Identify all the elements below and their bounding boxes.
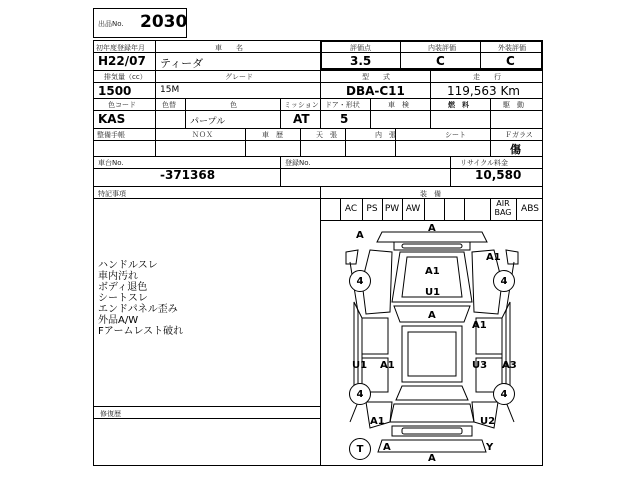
mark-hood-u1: U1 xyxy=(425,287,441,298)
mark-rear-a-left: A xyxy=(383,442,391,453)
equip-line xyxy=(444,198,445,220)
col-line xyxy=(430,98,431,128)
col-line xyxy=(280,98,281,128)
equip-line xyxy=(464,198,465,220)
doors-value: 5 xyxy=(340,112,349,126)
inspection-label: 車 検 xyxy=(388,101,409,109)
recycle-label: リサイクル料金 xyxy=(460,159,509,167)
mark-left-u1: U1 xyxy=(352,360,368,371)
sunroof-label: 天 張 xyxy=(316,131,337,139)
equip-abs: ABS xyxy=(521,204,539,214)
tire-rear-right: 4 xyxy=(493,383,515,405)
note-line: エンドパネル歪み xyxy=(98,304,178,315)
displacement-label: 排気量（cc） xyxy=(104,73,147,81)
col-line xyxy=(280,156,281,186)
mark-top-left-a: A xyxy=(356,230,364,241)
notes-label: 特記事項 xyxy=(98,190,126,198)
seat-label: シート xyxy=(445,131,466,139)
col-line xyxy=(450,156,451,186)
col-line xyxy=(430,70,431,98)
note-line: ハンドルスレ xyxy=(98,260,158,271)
interior-value: C xyxy=(436,54,445,68)
recycle-value: 10,580 xyxy=(475,168,522,182)
col-line xyxy=(155,128,156,156)
mission-label: ミッション xyxy=(284,101,319,109)
mark-right-u3: U3 xyxy=(472,360,488,371)
color-value: パープル xyxy=(190,117,226,127)
interior2-label: 内 張 xyxy=(375,131,396,139)
color-label: 色 xyxy=(230,101,237,109)
repair-label: 修復歴 xyxy=(100,410,121,418)
section-divider xyxy=(320,186,321,466)
mark-rear-right-u2: U2 xyxy=(480,416,496,427)
row-line xyxy=(93,140,543,141)
equip-ac: AC xyxy=(344,204,358,214)
equip-line xyxy=(424,198,425,220)
fglass-value: 傷 xyxy=(510,143,521,156)
note-line: 外品A/W xyxy=(98,315,139,326)
fuel-label: 燃 料 xyxy=(448,101,469,109)
mark-rear-left-a1: A1 xyxy=(370,416,385,427)
tire-rear-left: 4 xyxy=(349,383,371,405)
col-line xyxy=(490,128,491,156)
col-line xyxy=(155,40,156,70)
mileage-label: 走 行 xyxy=(473,73,501,81)
chassis-value: -371368 xyxy=(160,168,216,182)
note-line: シートスレ xyxy=(98,293,148,304)
col-line xyxy=(370,98,371,128)
displacement-value: 1500 xyxy=(98,84,132,98)
row-line xyxy=(93,156,543,157)
model-label: 型 式 xyxy=(362,73,390,81)
mark-right-a1: A1 xyxy=(472,320,487,331)
row-line xyxy=(93,82,543,83)
repair-line xyxy=(93,418,320,419)
color-code-label: 色コード xyxy=(108,101,136,109)
mileage-value: 119,563 Km xyxy=(447,84,520,98)
equip-aw: AW xyxy=(405,204,421,214)
col-line xyxy=(320,70,321,98)
car-diagram xyxy=(322,222,542,464)
exterior-value: C xyxy=(506,54,515,68)
reg-label: 登録No. xyxy=(285,159,311,167)
grade-label: グレード xyxy=(225,73,253,81)
col-line xyxy=(155,98,156,128)
note-line: Fアームレスト破れ xyxy=(98,326,184,337)
fglass-label: Ｆガラス xyxy=(505,131,533,139)
score-value: 3.5 xyxy=(350,54,372,68)
first-reg-label: 初年度登録年月 xyxy=(96,44,145,52)
car-name-value: ティーダ xyxy=(160,57,204,70)
exterior-label: 外装評価 xyxy=(498,44,526,52)
mark-roof-a: A xyxy=(428,310,436,321)
equip-ps: PS xyxy=(366,204,378,214)
equip-line xyxy=(320,220,543,221)
grade-value: 15M xyxy=(160,85,180,95)
mark-rear-a-center: A xyxy=(428,453,436,464)
col-line xyxy=(245,128,246,156)
note-line: ボディ退色 xyxy=(98,282,148,293)
col-line xyxy=(320,98,321,128)
equip-airbag: AIR BAG xyxy=(494,199,512,217)
row-line xyxy=(93,128,543,129)
repair-line xyxy=(93,406,320,407)
equipment-label: 装 備 xyxy=(420,190,441,198)
row-line xyxy=(93,98,543,99)
lot-label: 出品No. xyxy=(98,20,124,28)
mark-rear-y: Y xyxy=(486,442,494,453)
color-change-label: 色替 xyxy=(162,101,176,109)
drive-label: 駆 動 xyxy=(503,101,524,109)
maintenance-label: 整備手帳 xyxy=(97,131,125,139)
row-line xyxy=(93,198,543,199)
mark-left-a1: A1 xyxy=(380,360,395,371)
col-line xyxy=(300,128,301,156)
col-line xyxy=(345,128,346,156)
car-name-label: 車 名 xyxy=(215,44,243,52)
first-reg-value: H22/07 xyxy=(98,54,146,68)
lot-number: 2030 xyxy=(140,12,188,32)
interior-label: 内装評価 xyxy=(428,44,456,52)
mark-top-center-a: A xyxy=(428,223,436,234)
col-line xyxy=(185,98,186,128)
row-line xyxy=(93,186,543,187)
doors-label: ドア・形状 xyxy=(325,101,360,109)
mark-front-right-a1: A1 xyxy=(486,252,501,263)
equip-pw: PW xyxy=(384,204,400,214)
notes-list xyxy=(98,260,183,337)
mark-right-a3: A3 xyxy=(502,360,517,371)
note-line: 車内汚れ xyxy=(98,271,138,282)
color-code-value: KAS xyxy=(98,112,126,126)
chassis-label: 車台No. xyxy=(98,159,124,167)
row-line xyxy=(93,110,543,111)
mission-value: AT xyxy=(293,112,310,126)
mark-hood-a1: A1 xyxy=(425,266,440,277)
col-line xyxy=(490,98,491,128)
history-label: 車 歴 xyxy=(262,131,283,139)
tire-spare: T xyxy=(349,438,371,460)
tire-front-right: 4 xyxy=(493,270,515,292)
score-label: 評価点 xyxy=(350,44,371,52)
col-line xyxy=(155,70,156,98)
nox-label: ＮＯＸ xyxy=(192,131,213,139)
model-value: DBA-C11 xyxy=(346,84,405,98)
tire-front-left: 4 xyxy=(349,270,371,292)
